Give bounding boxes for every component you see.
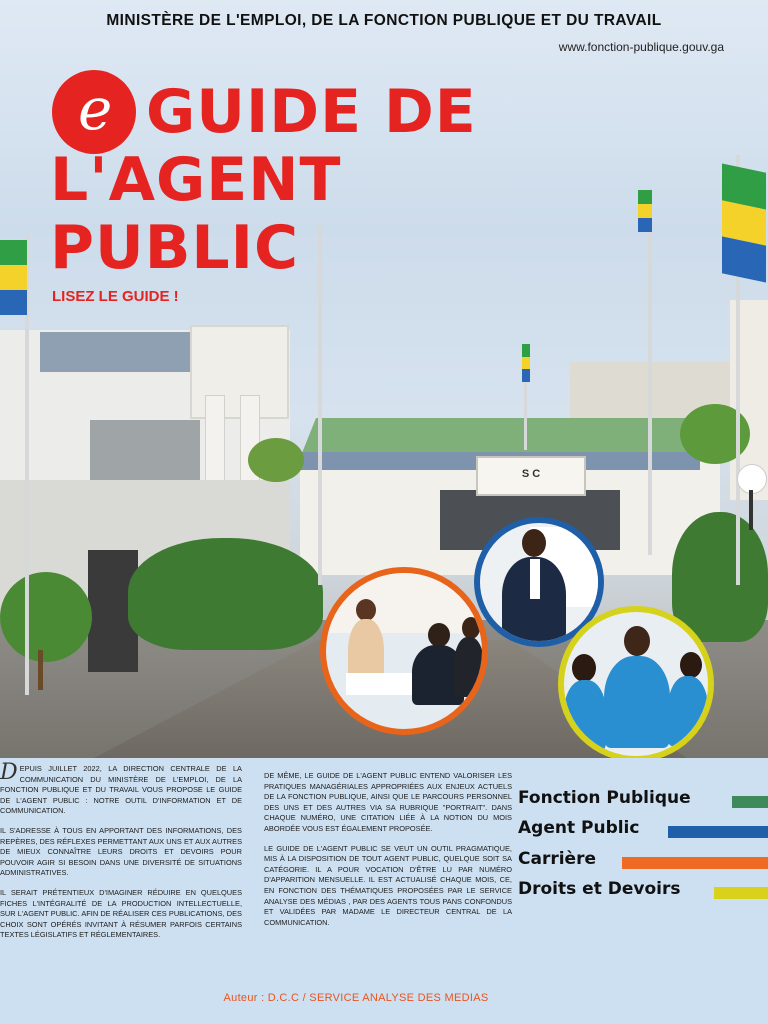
paragraph: LE GUIDE DE L'AGENT PUBLIC SE VEUT UN OUTIL PRAGMATIQUE, MIS À LA DISPOSITION DE TOUT AGENT PUBLIC, QUELQUE SOIT SA CATÉGORIE. IL A POUR VOCATION D'ÊTRE LU PAR NUMÉRO D'APPARITION MENSUELLE. IL EST ACTUALISÉ CHAQUE MOIS, CE, EN FONCTION DES THÉMATIQUES PROPOSÉES PAR LE SERVICE ANALYSE DES MÉDIAS , PAR DES AGENTS TOUS PANS CONFONDUS ET VALIDÉES PAR MADAME LE DIRECTEUR CENTRAL DE LA COMMUNICATION. — [264, 843, 512, 927]
entrance-portico — [476, 456, 586, 496]
theme-fonction-publique — [518, 788, 768, 814]
theme-label: Carrière — [518, 849, 596, 869]
street-lamp-pole — [749, 490, 753, 530]
theme-carriere — [518, 849, 768, 875]
hedge — [672, 512, 768, 642]
paragraph: DE MÊME, LE GUIDE DE L'AGENT PUBLIC ENTEND VALORISER LES PRATIQUES MANAGÉRIALES APPROPRIÉES AUX ENJEUX ACTUELS DE LA FONCTION PUBLIQUE, AINSI QUE LE PARCOURS PERSONNEL DES UNS ET DES AUTRES VIA SA RUBRIQUE "PORTRAIT". DANS CHAQUE NUMÉRO, UNE CITATION LIÉE À LA NOTION DU MOIS ABORDÉE VOUS EST ÉGALEMENT PROPOSÉE. — [264, 771, 512, 833]
title-line-2: L'AGENT — [50, 145, 342, 215]
flag-pole — [318, 225, 322, 585]
palm-tree — [248, 438, 304, 482]
drop-cap: D — [0, 760, 18, 785]
paragraph: IL S'ADRESSE À TOUS EN APPORTANT DES INFORMATIONS, DES REPÈRES, DES RÉFLEXES PERMETTANT AUX UNS ET AUX AUTRES DE MIEUX CONNAÎTRE LEURS DROITS ET DEVOIRS POUR POUVOIR AGIR SI BESOIN DANS UNE DIVERSITÉ DE SITUATIONS ADMINISTRATIVES. — [0, 825, 242, 878]
website-link[interactable]: www.fonction-publique.gouv.ga — [558, 40, 724, 54]
title-line-3: PUBLIC — [50, 213, 300, 283]
theme-agent-public — [518, 818, 768, 844]
shrub — [0, 572, 92, 662]
theme-color-bar — [622, 857, 768, 869]
logo-letter: e — [78, 75, 113, 143]
author-credit: Auteur : D.C.C / SERVICE ANALYSE DES MEDIAS — [223, 992, 489, 1004]
title-line-1: GUIDE DE — [146, 77, 477, 147]
theme-color-bar — [732, 796, 768, 808]
office-meeting-photo — [320, 567, 488, 735]
medical-staff-photo — [558, 606, 714, 762]
theme-label: Fonction Publique — [518, 788, 691, 808]
gabon-flag — [522, 344, 530, 382]
flag-pole — [648, 195, 652, 555]
intro-paragraph-text: EPUIS JUILLET 2022, LA DIRECTION CENTRALE DE LA COMMUNICATION DU MINISTÈRE DE L'EMPLOI, DE LA FONCTION PUBLIQUE ET DU TRAVAIL VOUS PROPOSE LE GUIDE DE L'AGENT PUBLIC : NOTRE OUTIL D'INFORMATION ET DE COMMUNICATION. — [0, 764, 242, 816]
hedge — [128, 538, 323, 650]
entrance-sign: S C — [521, 468, 541, 480]
gabon-flag — [722, 163, 766, 282]
intro-column-2 — [264, 771, 512, 937]
theme-label: Agent Public — [518, 818, 640, 838]
read-guide-callout: LISEZ LE GUIDE ! — [52, 288, 179, 305]
intro-column-1 — [0, 760, 242, 950]
theme-label: Droits et Devoirs — [518, 879, 681, 899]
theme-color-bar — [668, 826, 768, 838]
gabon-flag — [0, 240, 27, 315]
paragraph: IL SERAIT PRÉTENTIEUX D'IMAGINER RÉDUIRE EN QUELQUES FICHES L'INTÉGRALITÉ DE LA PRODUCTION INTELLECTUELLE, SUR L'AGENT PUBLIC. AFIN DE RÉALISER CES PUBLICATIONS, DES CHOIX SONT OPÉRÉS INVITANT À RÉSUMER PARFOIS CERTAINS TEXTES LÉGISLATIFS ET RÉGLEMENTAIRES. — [0, 887, 242, 940]
theme-droits-et-devoirs — [518, 879, 768, 905]
intro-paragraph — [0, 760, 242, 817]
ministry-heading: MINISTÈRE DE L'EMPLOI, DE LA FONCTION PUBLIQUE ET DU TRAVAIL — [106, 12, 662, 29]
left-building-roof — [40, 332, 190, 372]
theme-color-bar — [714, 887, 768, 899]
gabon-flag — [638, 190, 652, 232]
shrub-trunk — [38, 650, 43, 690]
